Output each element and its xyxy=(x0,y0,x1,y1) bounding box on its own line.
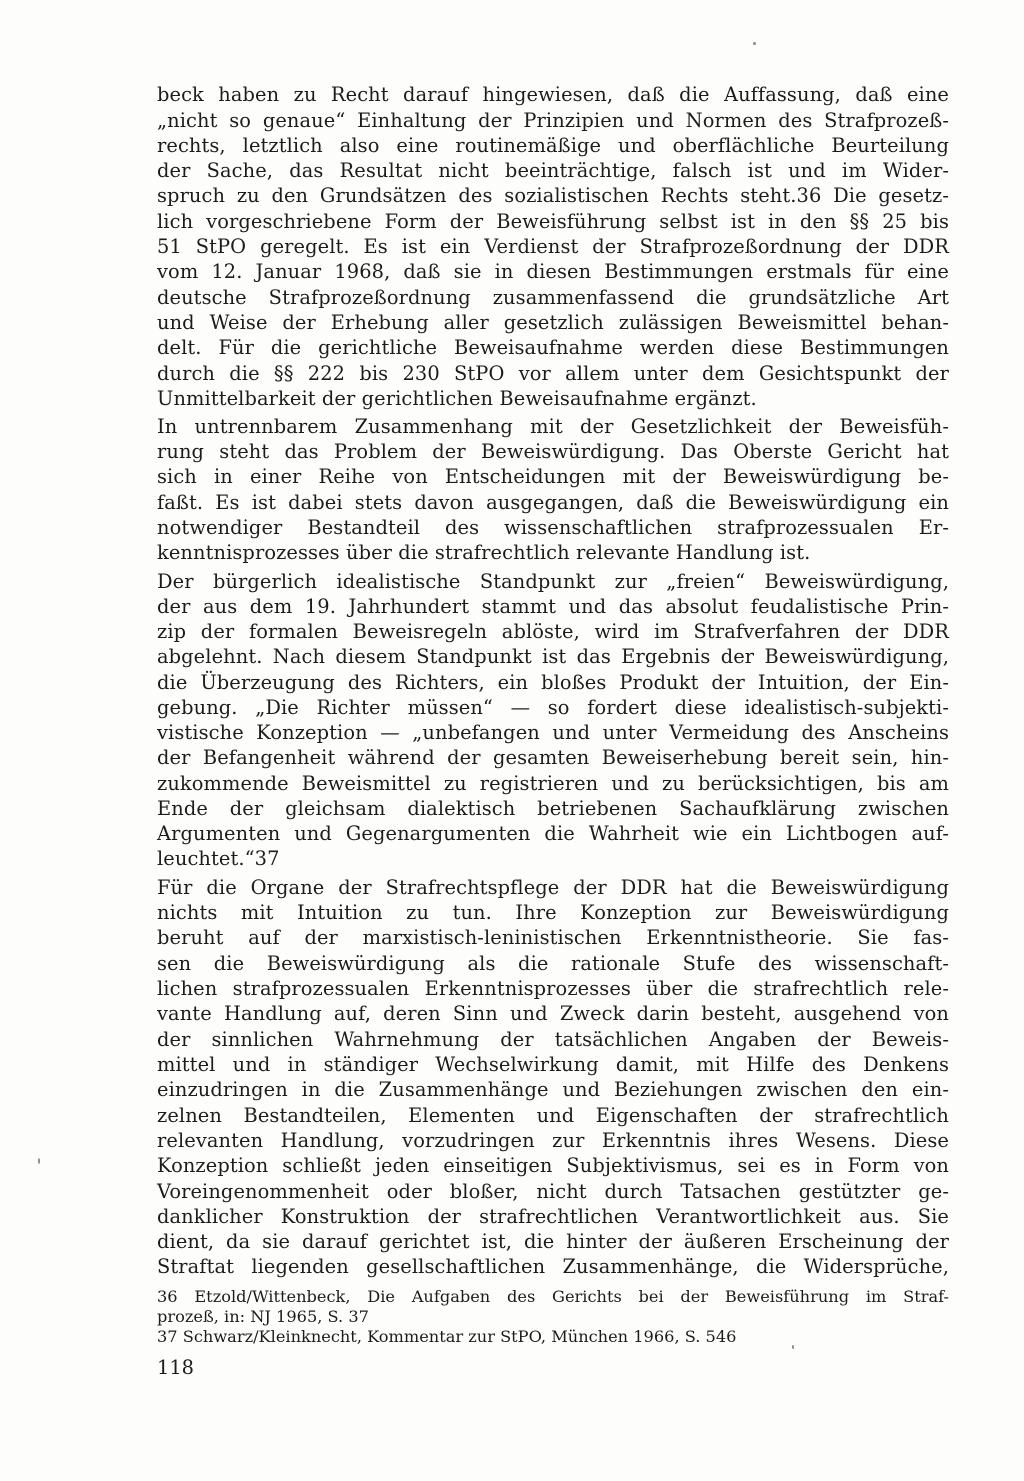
text-line: sich in einer Reihe von Entscheidungen mit der Beweiswürdigung be- xyxy=(157,465,949,488)
footnote-line: prozeß, in: NJ 1965, S. 37 xyxy=(157,1307,369,1326)
text-line: nichts mit Intuition zu tun. Ihre Konzeption zur Beweiswürdigung xyxy=(157,901,949,924)
text-line: In untrennbarem Zusammenhang mit der Gesetzlichkeit der Beweisfüh- xyxy=(157,415,949,438)
text-line: dient, da sie darauf gerichtet ist, die hinter der äußeren Erscheinung der xyxy=(157,1230,949,1253)
text-line: der sinnlichen Wahrnehmung der tatsächlichen Angaben der Beweis- xyxy=(157,1028,949,1051)
text-line: Ende der gleichsam dialektisch betriebenen Sachaufklärung zwischen xyxy=(157,797,949,820)
text-line: delt. Für die gerichtliche Beweisaufnahme werden diese Bestimmungen xyxy=(157,336,949,359)
text-line: zelnen Bestandteilen, Elementen und Eigenschaften der strafrechtlich xyxy=(157,1104,949,1127)
text-line: Straftat liegenden gesellschaftlichen Zusammenhänge, die Widersprüche, xyxy=(157,1255,949,1278)
text-line: spruch zu den Grundsätzen des sozialistischen Rechts steht.36 Die gesetz- xyxy=(157,184,949,207)
text-line: Argumenten und Gegenargumenten die Wahrheit wie ein Lichtbogen auf- xyxy=(157,822,949,845)
page-number: 118 xyxy=(157,1356,195,1379)
text-line: beck haben zu Recht darauf hingewiesen, daß die Auffassung, daß eine xyxy=(157,83,949,106)
text-line: lichen strafprozessualen Erkenntnisprozesses über die strafrechtlich rele- xyxy=(157,977,949,1000)
text-line: einzudringen in die Zusammenhänge und Beziehungen zwischen den ein- xyxy=(157,1078,949,1101)
text-line: sen die Beweiswürdigung als die rationale Stufe des wissenschaft- xyxy=(157,952,949,975)
footnote-line: 37 Schwarz/Kleinknecht, Kommentar zur StPO, München 1966, S. 546 xyxy=(157,1327,737,1346)
paper-speck xyxy=(753,42,756,45)
text-line: deutsche Strafprozeßordnung zusammenfassend die grundsätzliche Art xyxy=(157,286,949,309)
text-line: Voreingenommenheit oder bloßer, nicht durch Tatsachen gestützter ge- xyxy=(157,1180,949,1203)
text-line: gebung. „Die Richter müssen“ — so fordert diese idealistisch-subjekti- xyxy=(157,696,949,719)
text-line: 51 StPO geregelt. Es ist ein Verdienst der Strafprozeßordnung der DDR xyxy=(157,235,949,258)
text-line: der Sache, das Resultat nicht beeinträchtige, falsch ist und im Wider- xyxy=(157,159,949,182)
text-line: der aus dem 19. Jahrhundert stammt und das absolut feudalistische Prin- xyxy=(157,595,949,618)
text-line: vante Handlung auf, deren Sinn und Zweck darin besteht, ausgehend von xyxy=(157,1002,949,1025)
text-line: vistische Konzeption — „unbefangen und unter Vermeidung des Anscheins xyxy=(157,721,949,744)
text-line: faßt. Es ist dabei stets davon ausgegangen, daß die Beweiswürdigung ein xyxy=(157,491,949,514)
paper-speck xyxy=(792,1345,794,1349)
text-line: Für die Organe der Strafrechtspflege der DDR hat die Beweiswürdigung xyxy=(157,876,949,899)
text-line: und Weise der Erhebung aller gesetzlich zulässigen Beweismittel behan- xyxy=(157,311,949,334)
text-line: Der bürgerlich idealistische Standpunkt zur „freien“ Beweiswürdigung, xyxy=(157,570,949,593)
paper-speck xyxy=(38,1158,40,1164)
text-line: danklicher Konstruktion der strafrechtlichen Verantwortlichkeit aus. Sie xyxy=(157,1205,949,1228)
text-line: leuchtet.“37 xyxy=(157,847,280,870)
text-line: abgelehnt. Nach diesem Standpunkt ist das Ergebnis der Beweiswürdigung, xyxy=(157,645,949,668)
text-line: rung steht das Problem der Beweiswürdigung. Das Oberste Gericht hat xyxy=(157,440,949,463)
text-line: der Befangenheit während der gesamten Beweiserhebung bereit sein, hin- xyxy=(157,746,949,769)
text-line: rechts, letztlich also eine routinemäßige und oberflächliche Beurteilung xyxy=(157,134,949,157)
text-line: zukommende Beweismittel zu registrieren und zu berücksichtigen, bis am xyxy=(157,772,949,795)
text-line: Konzeption schließt jeden einseitigen Subjektivismus, sei es in Form von xyxy=(157,1154,949,1177)
text-line: zip der formalen Beweisregeln ablöste, wird im Strafverfahren der DDR xyxy=(157,620,949,643)
text-line: „nicht so genaue“ Einhaltung der Prinzipien und Normen des Strafprozeß- xyxy=(157,109,949,132)
text-line: vom 12. Januar 1968, daß sie in diesen Bestimmungen erstmals für eine xyxy=(157,260,949,283)
text-line: die Überzeugung des Richters, ein bloßes Produkt der Intuition, der Ein- xyxy=(157,671,949,694)
text-line: durch die §§ 222 bis 230 StPO vor allem unter dem Gesichtspunkt der xyxy=(157,362,949,385)
text-line: Unmittelbarkeit der gerichtlichen Beweisaufnahme ergänzt. xyxy=(157,387,757,410)
text-line: relevanten Handlung, vorzudringen zur Erkenntnis ihres Wesens. Diese xyxy=(157,1129,949,1152)
footnote-line: 36 Etzold/Wittenbeck, Die Aufgaben des Gerichts bei der Beweisführung im Straf- xyxy=(157,1287,949,1306)
text-line: kenntnisprozesses über die strafrechtlich relevante Handlung ist. xyxy=(157,541,811,564)
text-line: mittel und in ständiger Wechselwirkung damit, mit Hilfe des Denkens xyxy=(157,1053,949,1076)
text-line: lich vorgeschriebene Form der Beweisführung selbst ist in den §§ 25 bis xyxy=(157,210,949,233)
text-line: notwendiger Bestandteil des wissenschaftlichen strafprozessualen Er- xyxy=(157,516,949,539)
text-line: beruht auf der marxistisch-leninistischen Erkenntnistheorie. Sie fas- xyxy=(157,926,949,949)
